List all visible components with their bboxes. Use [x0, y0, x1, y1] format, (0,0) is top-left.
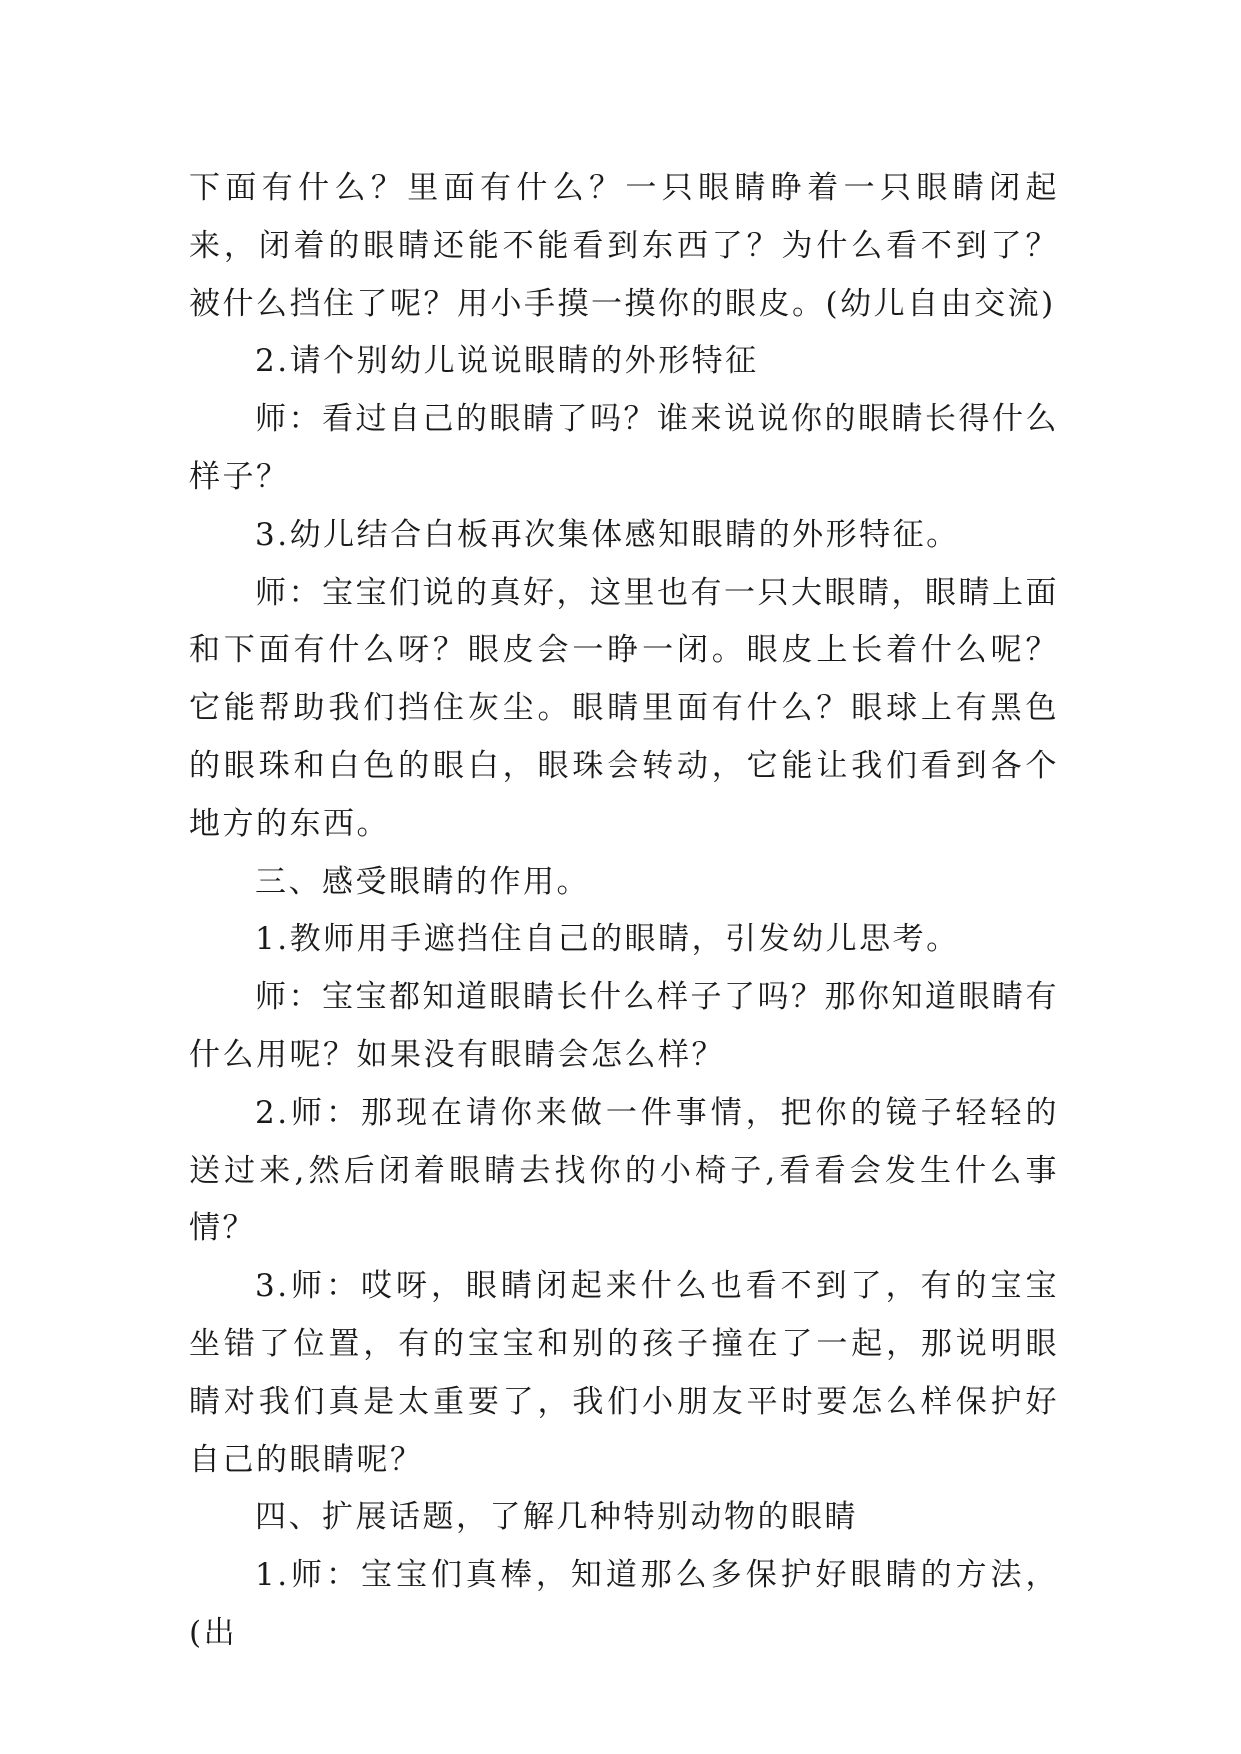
- section-heading-4: 四、扩展话题，了解几种特别动物的眼睛: [255, 1499, 858, 1536]
- paragraph-step-1-cover-eyes: 1.教师用手遮挡住自己的眼睛，引发幼儿思考。: [255, 921, 960, 958]
- section-heading-3: 三、感受眼睛的作用。: [255, 863, 590, 900]
- paragraph-teacher-eye-use: 师：宝宝都知道眼睛长什么样子了吗？那你知道眼睛有什么用呢？如果没有眼睛会怎么样？: [189, 979, 1059, 1073]
- paragraph-continuation: 下面有什么？里面有什么？一只眼睛睁着一只眼睛闭起来，闭着的眼睛还能不能看到东西了？为什么看不到了？被什么挡住了呢？用小手摸一摸你的眼皮。(幼儿自由交流): [189, 170, 1059, 322]
- paragraph-step-3-importance: 3.师：哎呀，眼睛闭起来什么也看不到了，有的宝宝坐错了位置，有的宝宝和别的孩子撞在了一起，那说明眼睛对我们真是太重要了，我们小朋友平时要怎么样保护好自己的眼睛呢？: [189, 1268, 1059, 1478]
- document-body: [189, 160, 1059, 1663]
- paragraph-step-2-eye-features: 2.请个别幼儿说说眼睛的外形特征: [255, 343, 759, 380]
- paragraph-step-3-whiteboard: 3.幼儿结合白板再次集体感知眼睛的外形特征。: [255, 516, 960, 553]
- paragraph-teacher-question: 师：看过自己的眼睛了吗？谁来说说你的眼睛长得什么样子？: [189, 401, 1059, 495]
- paragraph-teacher-explanation: 师：宝宝们说的真好，这里也有一只大眼睛，眼睛上面和下面有什么呀？眼皮会一睁一闭。眼皮上长着什么呢？它能帮助我们挡住灰尘。眼睛里面有什么？眼球上有黑色的眼珠和白色的眼白，眼珠会转动，它能让我们看到各个地方的东西。: [189, 574, 1059, 842]
- paragraph-step-2-find-chair: 2.师：那现在请你来做一件事情，把你的镜子轻轻的送过来,然后闭着眼睛去找你的小椅子,看看会发生什么事情？: [189, 1094, 1059, 1247]
- paragraph-step-1-protect-eyes: 1.师：宝宝们真棒，知道那么多保护好眼睛的方法，(出: [189, 1557, 1059, 1651]
